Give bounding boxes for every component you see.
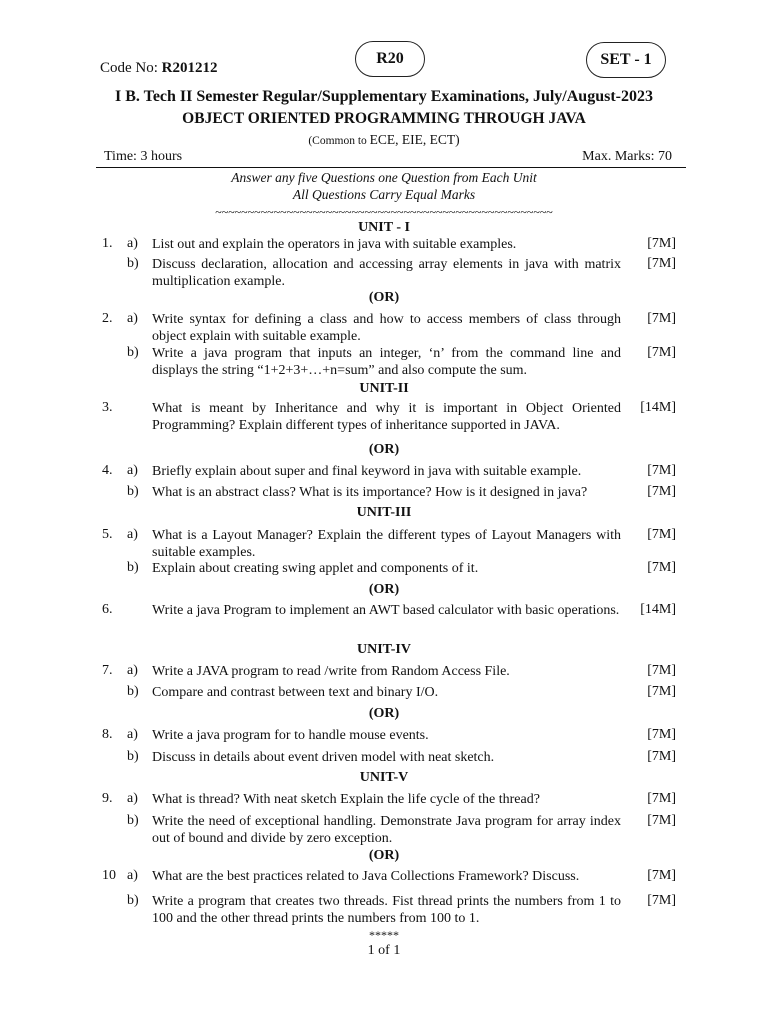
code-number <box>100 60 218 77</box>
question-marks: [7M] <box>647 484 676 499</box>
question-text: Write a java Program to implement an AWT based calculator with basic operations. <box>152 603 620 618</box>
question-marks: [7M] <box>647 791 676 806</box>
question-text: Briefly explain about super and final keyword in java with suitable example. <box>152 464 582 479</box>
question-number: 8. <box>102 727 113 742</box>
code-value: R201212 <box>161 60 218 76</box>
question-text: Write a java program for to handle mouse events. <box>152 728 429 743</box>
question-text: What is meant by Inheritance and why it is important in Object Oriented Programming? Explain different types of inheritance supported in JAVA. <box>152 401 621 433</box>
question-text: Write a java program that inputs an integer, ‘n’ from the command line and displays the string “1+2+3+…+n=sum” and also compute the sum. <box>152 346 621 378</box>
question-marks: [7M] <box>647 813 676 828</box>
subquestion-label: a) <box>127 311 138 326</box>
question-text: What are the best practices related to Java Collections Framework? Discuss. <box>152 869 580 884</box>
question-text: What is thread? With neat sketch Explain the life cycle of the thread? <box>152 792 540 807</box>
question-number: 10 <box>102 868 116 883</box>
question-text: Write a JAVA program to read /write from Random Access File. <box>152 664 510 679</box>
question-marks: [7M] <box>647 560 676 575</box>
question-text: Discuss in details about event driven model with neat sketch. <box>152 750 495 765</box>
or-separator: (OR) <box>368 582 400 597</box>
question-number: 1. <box>102 236 113 251</box>
or-separator: (OR) <box>368 442 400 457</box>
question-text: Write syntax for defining a class and how to access members of class through object explain with suitable example. <box>152 312 621 344</box>
question-marks: [7M] <box>647 663 676 678</box>
question-text: Compare and contrast between text and binary I/O. <box>152 685 439 700</box>
question-text: Discuss declaration, allocation and accessing array elements in java with matrix multiplication example. <box>152 257 621 289</box>
time-label: Time: 3 hours <box>104 149 183 164</box>
instruction-2: All Questions Carry Equal Marks <box>292 187 476 202</box>
question-marks: [14M] <box>640 602 676 617</box>
question-marks: [7M] <box>647 893 676 908</box>
max-marks-label: Max. Marks: 70 <box>582 149 672 164</box>
unit-heading-3: UNIT-III <box>356 505 412 520</box>
or-separator: (OR) <box>368 290 400 305</box>
question-marks: [7M] <box>647 749 676 764</box>
subquestion-label: b) <box>127 684 139 699</box>
unit-heading-2: UNIT-II <box>359 381 409 396</box>
question-text: What is a Layout Manager? Explain the different types of Layout Managers with suitable examples. <box>152 528 621 560</box>
subquestion-label: a) <box>127 236 138 251</box>
question-number: 9. <box>102 791 113 806</box>
subquestion-label: a) <box>127 527 138 542</box>
subject-title: OBJECT ORIENTED PROGRAMMING THROUGH JAVA <box>182 110 586 127</box>
common-branches: ECE, EIE, ECT) <box>369 132 460 147</box>
subquestion-label: b) <box>127 560 139 575</box>
common-prefix: (Common to <box>308 135 370 147</box>
common-to <box>0 132 768 148</box>
page-number: 1 of 1 <box>367 943 401 958</box>
subquestion-label: b) <box>127 813 139 828</box>
question-text: Write a program that creates two threads. Fist thread prints the numbers from 1 to 100 and the other thread prints the numbers from 100 to 1. <box>152 894 621 926</box>
unit-heading-4: UNIT-IV <box>357 642 411 657</box>
subquestion-label: b) <box>127 256 139 271</box>
subquestion-label: a) <box>127 791 138 806</box>
question-text: List out and explain the operators in java with suitable examples. <box>152 237 517 252</box>
question-marks: [7M] <box>647 256 676 271</box>
regulation-badge: R20 <box>355 41 425 77</box>
tilde-separator: ~~~~~~~~~~~~~~~~~~~~~~~~~~~~~~~~~~~~~~~~~~~~~~~~~~~~ <box>215 205 553 219</box>
question-marks: [7M] <box>647 868 676 883</box>
set-badge: SET - 1 <box>586 42 666 78</box>
code-prefix: Code No: <box>100 60 158 76</box>
question-marks: [7M] <box>647 345 676 360</box>
question-marks: [14M] <box>640 400 676 415</box>
question-number: 4. <box>102 463 113 478</box>
question-marks: [7M] <box>647 727 676 742</box>
question-text: Write the need of exceptional handling. Demonstrate Java program for array index out of bound and divide by zero exception. <box>152 814 621 846</box>
exam-title: I B. Tech II Semester Regular/Supplementary Examinations, July/August-2023 <box>115 88 653 105</box>
question-text: Explain about creating swing applet and components of it. <box>152 561 479 576</box>
subquestion-label: b) <box>127 345 139 360</box>
end-stars: ***** <box>369 928 399 942</box>
question-number: 2. <box>102 311 113 326</box>
question-marks: [7M] <box>647 684 676 699</box>
unit-heading-5: UNIT-V <box>359 770 409 785</box>
question-number: 5. <box>102 527 113 542</box>
question-number: 7. <box>102 663 113 678</box>
question-number: 3. <box>102 400 113 415</box>
question-number: 6. <box>102 602 113 617</box>
question-text: What is an abstract class? What is its importance? How is it designed in java? <box>152 485 588 500</box>
header-divider <box>96 167 686 168</box>
question-marks: [7M] <box>647 311 676 326</box>
or-separator: (OR) <box>368 706 400 721</box>
subquestion-label: a) <box>127 463 138 478</box>
subquestion-label: b) <box>127 749 139 764</box>
unit-heading-1: UNIT - I <box>358 220 410 235</box>
subquestion-label: b) <box>127 484 139 499</box>
instruction-1: Answer any five Questions one Question from Each Unit <box>231 170 537 185</box>
subquestion-label: a) <box>127 868 138 883</box>
question-marks: [7M] <box>647 236 676 251</box>
or-separator: (OR) <box>368 848 400 863</box>
subquestion-label: b) <box>127 893 139 908</box>
question-marks: [7M] <box>647 527 676 542</box>
subquestion-label: a) <box>127 727 138 742</box>
question-marks: [7M] <box>647 463 676 478</box>
subquestion-label: a) <box>127 663 138 678</box>
